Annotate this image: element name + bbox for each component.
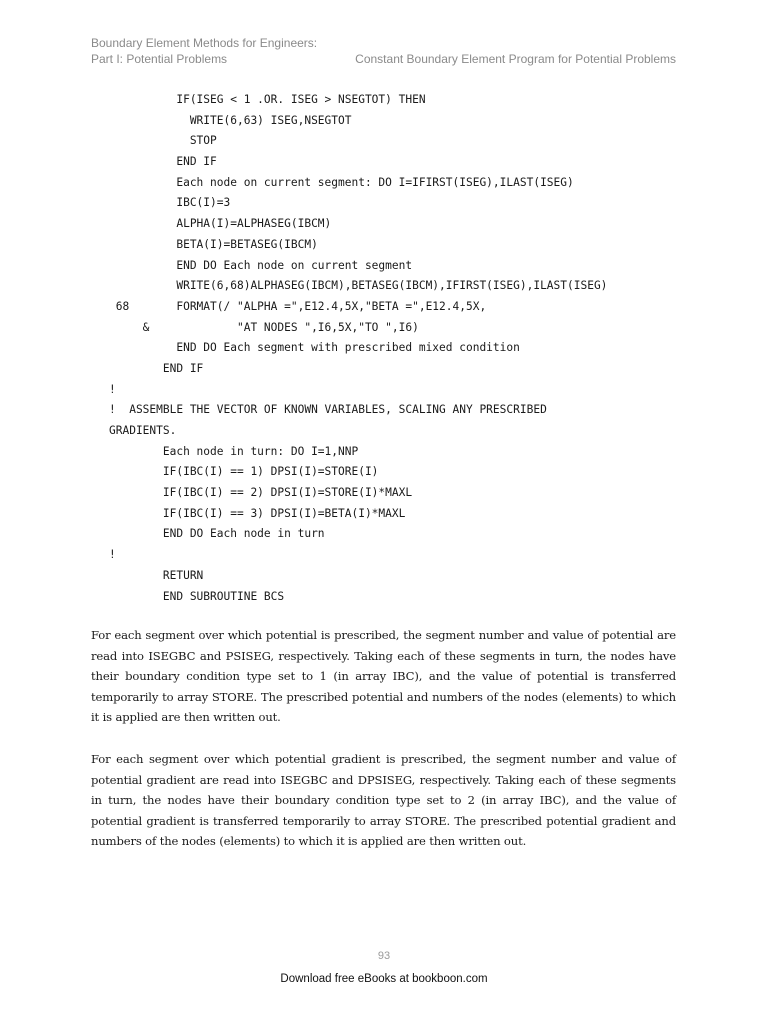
footer-download-link[interactable]: Download free eBooks at bookboon.com	[280, 973, 488, 985]
body-paragraph-potential: For each segment over which potential is prescribed, the segment number and value of potential are read into ISEGBC and PSISEG, respectively. Taking each of these segments in turn, the nodes have their boundary condition type set to 1 (in array IBC), and the value of potential is transferred temporarily to array STORE. The prescribed potential and numbers of the nodes (elements) to which it is applied are then written out.	[91, 628, 676, 725]
code-line: ALPHA(I)=ALPHASEG(IBCM)	[109, 217, 332, 231]
code-line: ! ASSEMBLE THE VECTOR OF KNOWN VARIABLES, SCALING ANY PRESCRIBED	[109, 403, 547, 417]
code-line: IF(IBC(I) == 3) DPSI(I)=BETA(I)*MAXL	[109, 506, 406, 520]
code-line: IF(ISEG < 1 .OR. ISEG > NSEGTOT) THEN	[109, 93, 426, 106]
body-paragraph-potential-gradient: For each segment over which potential gradient is prescribed, the segment number and value of potential gradient are read into ISEGBC and DPSISEG, respectively. Taking each of these segments in turn, the nodes have their boundary condition type set to 2 (in array IBC), and the value of potential gradient is transferred temporarily to array STORE. The prescribed potential gradient and numbers of the nodes (elements) to which it is applied are then written out.	[91, 752, 676, 849]
code-line: BETA(I)=BETASEG(IBCM)	[109, 237, 318, 251]
code-line: END IF	[109, 361, 204, 375]
code-line: IF(IBC(I) == 2) DPSI(I)=STORE(I)*MAXL	[109, 486, 413, 500]
code-line: 68 FORMAT(/ "ALPHA =",E12.4,5X,"BETA =",E12.4,5X,	[109, 299, 487, 313]
code-line: END DO Each node in turn	[109, 527, 325, 541]
code-line: WRITE(6,63) ISEG,NSEGTOT	[109, 113, 352, 127]
code-line: STOP	[109, 134, 217, 148]
code-line: END SUBROUTINE BCS	[109, 589, 285, 603]
code-line: & "AT NODES ",I6,5X,"TO ",I6)	[109, 320, 419, 334]
code-line: Each node in turn: DO I=1,NNP	[109, 444, 359, 458]
code-listing	[109, 90, 607, 607]
code-line: GRADIENTS.	[109, 424, 177, 437]
code-line: !	[109, 548, 116, 562]
code-line: !	[109, 382, 116, 396]
header-row	[91, 51, 676, 67]
code-line: IBC(I)=3	[109, 196, 231, 210]
code-line: RETURN	[109, 568, 204, 582]
code-line: WRITE(6,68)ALPHASEG(IBCM),BETASEG(IBCM),IFIRST(ISEG),ILAST(ISEG)	[109, 279, 608, 293]
code-line: END DO Each segment with prescribed mixed condition	[109, 341, 520, 355]
code-line: Each node on current segment: DO I=IFIRST(ISEG),ILAST(ISEG)	[109, 175, 574, 189]
code-line: END IF	[109, 155, 217, 169]
part-title: Part I: Potential Problems	[91, 52, 228, 66]
running-header	[91, 35, 676, 67]
code-line: IF(IBC(I) == 1) DPSI(I)=STORE(I)	[109, 465, 379, 479]
chapter-title: Constant Boundary Element Program for Potential Problems	[355, 52, 676, 66]
page-number: 93	[377, 950, 391, 962]
book-title: Boundary Element Methods for Engineers:	[91, 36, 318, 50]
code-line: END DO Each node on current segment	[109, 258, 413, 272]
